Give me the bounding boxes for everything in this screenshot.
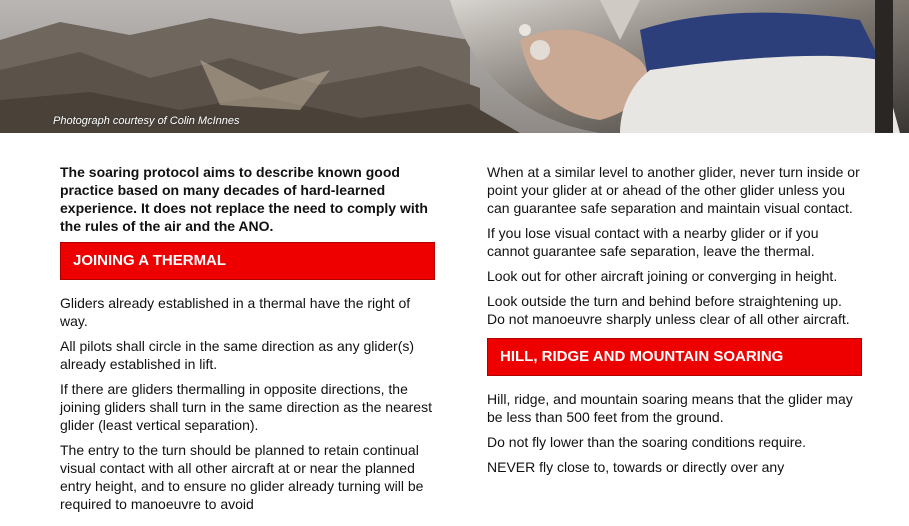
paragraph: NEVER fly close to, towards or directly over any bbox=[487, 459, 785, 475]
paragraph: Do not fly lower than the soaring conditions require. bbox=[487, 434, 807, 450]
paragraph: Look outside the turn and behind before straightening up. Do not manoeuvre sharply unless clear of all other aircraft. bbox=[487, 293, 850, 327]
paragraph: The entry to the turn should be planned to retain continual visual contact with all other aircraft at or near the planned entry height, and to ensure no glider already turning will be required to manoeuvre to avoid bbox=[60, 442, 424, 512]
right-column bbox=[487, 163, 862, 483]
paragraph: Hill, ridge, and mountain soaring means that the glider may be less than 500 feet from the ground. bbox=[487, 391, 853, 425]
photo-caption: Photograph courtesy of Colin McInnes bbox=[53, 115, 240, 127]
section-heading-hill-ridge: HILL, RIDGE AND MOUNTAIN SOARING bbox=[487, 338, 862, 376]
mountain-cockpit-photo bbox=[0, 0, 909, 133]
intro-paragraph: The soaring protocol aims to describe known good practice based on many decades of hard-learned experience. It does not replace the need to comply with the rules of the air and the ANO. bbox=[60, 164, 428, 234]
paragraph: Gliders already established in a thermal have the right of way. bbox=[60, 295, 411, 329]
paragraph: Look out for other aircraft joining or converging in height. bbox=[487, 268, 838, 284]
paragraph: If you lose visual contact with a nearby glider or if you cannot guarantee safe separation, leave the thermal. bbox=[487, 225, 819, 259]
paragraph: All pilots shall circle in the same direction as any glider(s) already established in lift. bbox=[60, 338, 415, 372]
left-column bbox=[60, 163, 435, 520]
paragraph: When at a similar level to another glider, never turn inside or point your glider at or ahead of the other glider unless you can guarantee safe separation and maintain visual contact. bbox=[487, 164, 860, 216]
section-heading-joining-thermal: JOINING A THERMAL bbox=[60, 242, 435, 280]
banner-photo bbox=[0, 0, 909, 133]
paragraph: If there are gliders thermalling in opposite directions, the joining gliders shall turn in the same direction as the nearest glider (least vertical separation). bbox=[60, 381, 432, 433]
